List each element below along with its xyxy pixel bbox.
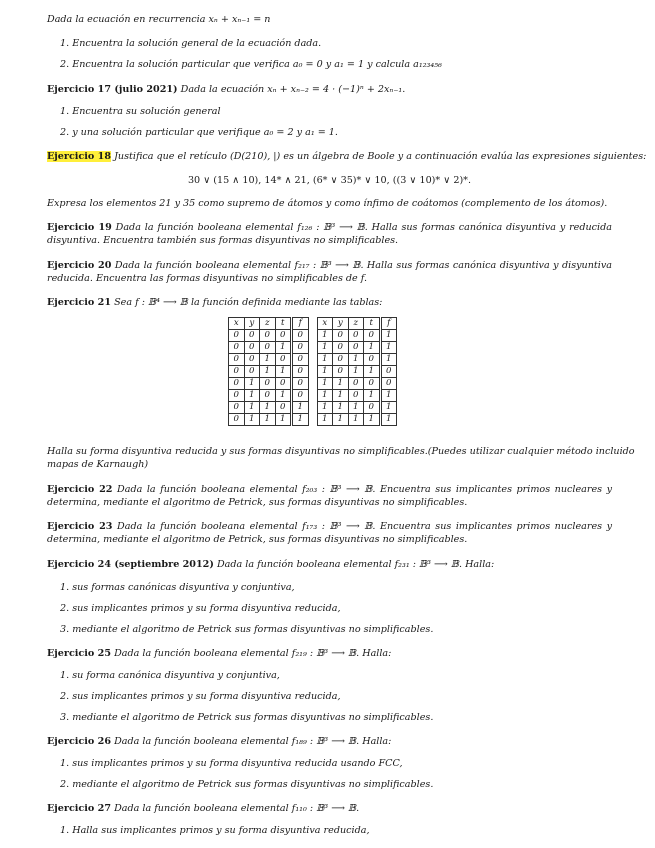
exercise-23-text-cont: determina, mediante el algoritmo de Petrick, sus formas disyuntivas no simplificables. [47,534,468,545]
table-cell: 1 [380,390,397,402]
exercise-17-item-2: 2. y una solución particular que verifique a₀ = 2 y a₁ = 1. [60,127,338,138]
exercise-22-title: Ejercicio 22 [47,484,113,495]
table-gap [308,330,317,342]
table-cell: 0 [292,342,309,354]
table-header-cell: f [292,318,309,330]
table-cell: 1 [348,402,364,414]
intro-statement: Dada la ecuación en recurrencia xₙ + xₙ₋₁ = n [47,14,271,25]
exercise-25-item-3: 3. mediante el algoritmo de Petrick sus formas disyuntivas no simplificables. [60,712,434,723]
table-cell: 0 [260,342,276,354]
exercise-27-item-1: 1. Halla sus implicantes primos y su forma disyuntiva reducida, [60,825,370,836]
table-cell: 0 [380,366,397,378]
exercise-17 [47,84,612,96]
table-row [229,390,397,402]
table-gap [308,378,317,390]
table-cell: 1 [244,390,260,402]
table-header-cell: t [275,318,292,330]
table-cell: 0 [348,378,364,390]
exercise-20-title: Ejercicio 20 [47,260,112,271]
table-row [229,330,397,342]
table-cell: 0 [229,354,245,366]
exercise-20-text: Dada la función booleana elemental f₂₁₇ : 𝔹³ ⟶ 𝔹. Halla sus formas canónica disyuntiva y disyuntiva [114,260,612,271]
table-cell: 0 [229,414,245,426]
table-cell: 0 [244,342,260,354]
exercise-19-text-cont: disyuntiva. Encuentra también sus formas disyuntivas no simplificables. [47,235,399,246]
table-cell: 1 [380,402,397,414]
table-cell: 0 [275,378,292,390]
exercise-17-title: Ejercicio 17 (julio 2021) [47,84,178,95]
table-cell: 1 [348,366,364,378]
table-cell: 0 [229,378,245,390]
exercise-18-expressions: 30 ∨ (15 ∧ 10), 14* ∧ 21, (6* ∨ 35)* ∨ 10, ((3 ∨ 10)* ∨ 2)*. [187,175,472,186]
table-cell: 1 [380,414,397,426]
table-cell: 1 [317,402,333,414]
exercise-25-title: Ejercicio 25 [47,648,112,659]
intro-item-2: 2. Encuentra la solución particular que verifica a₀ = 0 y a₁ = 1 y calcula a₁₂₃₄₅₆ [60,59,442,70]
table-cell: 0 [292,390,309,402]
exercise-22-text: Dada la función booleana elemental f₂₀₃ : 𝔹³ ⟶ 𝔹. Encuentra sus implicantes primos nucleares y [117,484,613,495]
exercise-26 [47,736,612,748]
exercise-25-item-1: 1. su forma canónica disyuntiva y conjuntiva, [60,670,280,681]
table-cell: 0 [348,330,364,342]
table-cell: 1 [348,354,364,366]
table-cell: 1 [275,414,292,426]
table-cell: 0 [364,354,381,366]
table-cell: 0 [275,402,292,414]
table-cell: 0 [244,354,260,366]
table-cell: 1 [260,354,276,366]
table-row [229,378,397,390]
table-row [229,366,397,378]
table-cell: 1 [333,378,349,390]
table-cell: 1 [364,366,381,378]
exercise-24-title: Ejercicio 24 (septiembre 2012) [47,559,214,570]
table-gap [308,414,317,426]
table-cell: 1 [275,366,292,378]
table-cell: 1 [275,342,292,354]
table-cell: 1 [260,366,276,378]
table-cell: 0 [333,366,349,378]
table-cell: 1 [244,378,260,390]
exercise-26-text: Dada la función booleana elemental f₁₈₉ : 𝔹³ ⟶ 𝔹. Halla: [114,736,392,747]
exercise-20-text-cont: reducida. Encuentra las formas disyuntivas no simplificables de f. [47,273,368,284]
table-header-cell: y [244,318,260,330]
table-cell: 0 [364,378,381,390]
table-cell: 0 [244,330,260,342]
table-header-cell: x [229,318,245,330]
table-cell: 0 [275,354,292,366]
exercise-25-text: Dada la función booleana elemental f₂₁₉ : 𝔹³ ⟶ 𝔹. Halla: [114,648,392,659]
table-cell: 1 [317,378,333,390]
table-cell: 1 [317,390,333,402]
table-cell: 0 [292,378,309,390]
exercise-18-text: Justifica que el retículo (D(210), |) es un álgebra de Boole y a continuación evalúa las expresiones siguientes: [114,151,647,162]
table-header-cell: x [317,318,333,330]
exercise-24 [47,559,612,571]
table-cell: 1 [275,390,292,402]
table-row [229,354,397,366]
exercise-22 [47,484,612,496]
table-cell: 1 [317,342,333,354]
table-header-cell: z [260,318,276,330]
exercise-21-instructions: Halla su forma disyuntiva reducida y sus formas disyuntivas no simplificables.(Puedes utilizar cualquier método incluido [47,446,635,457]
table-cell: 0 [292,366,309,378]
table-cell: 1 [348,414,364,426]
table-row [229,342,397,354]
table-cell: 1 [292,414,309,426]
table-cell: 0 [348,390,364,402]
table-cell: 0 [229,390,245,402]
table-gap [308,342,317,354]
table-cell: 0 [348,342,364,354]
exercise-26-title: Ejercicio 26 [47,736,112,747]
table-cell: 0 [260,390,276,402]
exercise-27-text: Dada la función booleana elemental f₁₁₀ : 𝔹³ ⟶ 𝔹. [114,803,360,814]
table-cell: 1 [244,414,260,426]
exercise-21-instructions-cont: mapas de Karnaugh) [47,459,149,470]
table-cell: 1 [292,402,309,414]
exercise-17-text: Dada la ecuación xₙ + xₙ₋₂ = 4 · (−1)ⁿ + 2xₙ₋₁. [180,84,406,95]
exercise-22-text-cont: determina, mediante el algoritmo de Petrick, sus formas disyuntivas no simplificables. [47,497,468,508]
exercise-23-text: Dada la función booleana elemental f₁₇₃ : 𝔹³ ⟶ 𝔹. Encuentra sus implicantes primos nucleares y [117,521,613,532]
exercise-18 [47,151,647,163]
exercise-17-item-1: 1. Encuentra su solución general [60,106,221,117]
table-header-cell: t [364,318,381,330]
table-header-cell: f [380,318,397,330]
exercise-21 [47,297,612,309]
table-cell: 1 [260,414,276,426]
table-cell: 1 [317,366,333,378]
table-cell: 0 [229,402,245,414]
table-cell: 0 [260,330,276,342]
exercise-24-item-1: 1. sus formas canónicas disyuntiva y conjuntiva, [60,582,295,593]
exercise-27 [47,803,612,815]
table-gap [308,366,317,378]
table-cell: 1 [364,342,381,354]
table-cell: 1 [380,330,397,342]
exercise-18-title-highlighted: Ejercicio 18 [47,151,112,162]
table-cell: 1 [317,414,333,426]
table-cell: 0 [260,378,276,390]
table-cell: 0 [364,330,381,342]
table-gap [308,354,317,366]
table-cell: 1 [317,354,333,366]
table-cell: 0 [364,402,381,414]
table-cell: 1 [333,390,349,402]
table-header-cell: y [333,318,349,330]
table-gap [308,390,317,402]
table-cell: 1 [380,342,397,354]
table-cell: 0 [229,342,245,354]
truth-table [228,317,397,426]
exercise-25 [47,648,612,660]
table-cell: 1 [260,402,276,414]
table-cell: 1 [333,414,349,426]
exercise-27-title: Ejercicio 27 [47,803,112,814]
exercise-20 [47,260,612,272]
table-cell: 0 [292,330,309,342]
table-cell: 1 [364,390,381,402]
exercise-24-item-3: 3. mediante el algoritmo de Petrick sus formas disyuntivas no simplificables. [60,624,434,635]
table-cell: 1 [364,414,381,426]
table-cell: 1 [380,354,397,366]
table-cell: 0 [333,342,349,354]
table-cell: 1 [244,402,260,414]
table-cell: 0 [333,354,349,366]
table-row [229,402,397,414]
exercise-19-text: Dada la función booleana elemental f₁₂₆ : 𝔹³ ⟶ 𝔹. Halla sus formas canónica disyuntiva y reducida [115,222,612,233]
exercise-21-title: Ejercicio 21 [47,297,112,308]
table-cell: 0 [229,366,245,378]
exercise-26-item-2: 2. mediante el algoritmo de Petrick sus formas disyuntivas no simplificables. [60,779,434,790]
intro-item-1: 1. Encuentra la solución general de la ecuación dada. [60,38,322,49]
table-cell: 0 [292,354,309,366]
exercise-25-item-2: 2. sus implicantes primos y su forma disyuntiva reducida, [60,691,341,702]
exercise-19 [47,222,612,234]
table-gap [308,402,317,414]
exercise-23 [47,521,612,533]
table-gap [308,318,317,330]
table-cell: 0 [333,330,349,342]
table-header-row [229,318,397,330]
exercise-26-item-1: 1. sus implicantes primos y su forma disyuntiva reducida usando FCC, [60,758,403,769]
exercise-23-title: Ejercicio 23 [47,521,113,532]
table-cell: 0 [229,330,245,342]
table-cell: 0 [380,378,397,390]
exercise-24-text: Dada la función booleana elemental f₂₃₁ : 𝔹³ ⟶ 𝔹. Halla: [216,559,495,570]
table-cell: 0 [244,366,260,378]
exercise-19-title: Ejercicio 19 [47,222,112,233]
table-cell: 0 [275,330,292,342]
table-header-cell: z [348,318,364,330]
table-cell: 1 [317,330,333,342]
exercise-24-item-2: 2. sus implicantes primos y su forma disyuntiva reducida, [60,603,341,614]
table-row [229,414,397,426]
exercise-18-note: Expresa los elementos 21 y 35 como supremo de átomos y como ínfimo de coátomos (complemento de los átomos). [47,198,608,209]
table-cell: 1 [333,402,349,414]
exercise-21-text: Sea f : 𝔹⁴ ⟶ 𝔹 la función definida mediante las tablas: [114,297,383,308]
